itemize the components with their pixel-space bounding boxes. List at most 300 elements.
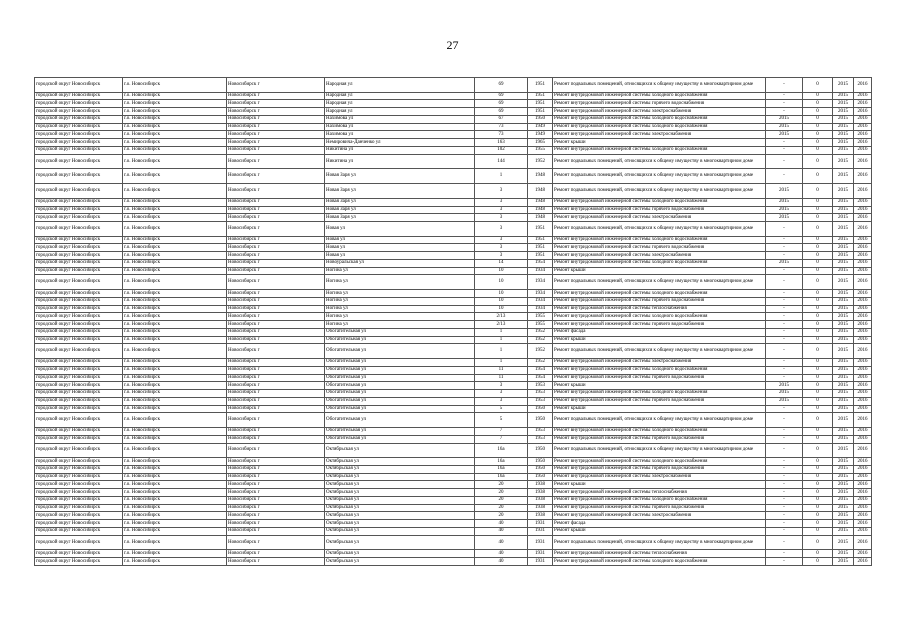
end-year-cell: 2016: [854, 558, 872, 566]
start-year-cell: 2015: [833, 435, 854, 443]
work-type-cell: Ремонт внутридомовой инженерной системы холодного водоснабжения: [553, 458, 766, 466]
start-year-cell: 2015: [833, 108, 854, 116]
end-year-cell: 2016: [854, 458, 872, 466]
end-year-cell: 2016: [854, 313, 872, 321]
build-year-cell: 1951: [528, 108, 553, 116]
flag-cell: -: [766, 496, 803, 504]
build-year-cell: 1950: [528, 115, 553, 123]
end-year-cell: 2016: [854, 520, 872, 528]
street-cell: Октябрьская ул: [325, 481, 475, 489]
work-type-cell: Ремонт подвальных помещений, относящихся к общему имуществу в многоквартирном доме: [553, 535, 766, 550]
table-row: [35, 139, 872, 147]
house-number-cell: 3: [475, 206, 528, 214]
start-year-cell: 2015: [833, 428, 854, 436]
district-cell: городской округ Новосибирск: [35, 344, 123, 359]
build-year-cell: 1954: [528, 374, 553, 382]
street-cell: Нахимова ул: [325, 115, 475, 123]
district-cell: городской округ Новосибирск: [35, 550, 123, 558]
work-type-cell: Ремонт крыши: [553, 267, 766, 275]
value-cell: 0: [803, 435, 833, 443]
city-cell: Новосибирск г: [227, 78, 325, 93]
build-year-cell: 1948: [528, 184, 553, 199]
end-year-cell: 2016: [854, 169, 872, 184]
house-number-cell: 1: [475, 328, 528, 336]
flag-cell: 2015: [766, 184, 803, 199]
work-type-cell: Ремонт внутридомовой инженерной системы горячего водоснабжения: [553, 100, 766, 108]
flag-cell: 2015: [766, 115, 803, 123]
end-year-cell: 2016: [854, 481, 872, 489]
street-cell: Ногина ул: [325, 290, 475, 298]
district-cell: городской округ Новосибирск: [35, 481, 123, 489]
city-cell: Новосибирск г: [227, 428, 325, 436]
table-row: [35, 184, 872, 199]
district-cell: городской округ Новосибирск: [35, 115, 123, 123]
end-year-cell: 2016: [854, 465, 872, 473]
end-year-cell: 2016: [854, 535, 872, 550]
city-cell: Новосибирск г: [227, 489, 325, 497]
city-cell: Новосибирск г: [227, 236, 325, 244]
flag-cell: -: [766, 428, 803, 436]
value-cell: 0: [803, 520, 833, 528]
build-year-cell: 1934: [528, 297, 553, 305]
house-number-cell: 16а: [475, 443, 528, 458]
value-cell: 0: [803, 214, 833, 222]
work-type-cell: Ремонт внутридомовой инженерной системы холодного водоснабжения: [553, 313, 766, 321]
build-year-cell: 1951: [528, 78, 553, 93]
build-year-cell: 1952: [528, 344, 553, 359]
locality-cell: г.о. Новосибирск: [123, 100, 227, 108]
city-cell: Новосибирск г: [227, 558, 325, 566]
city-cell: Новосибирск г: [227, 366, 325, 374]
house-number-cell: 3: [475, 198, 528, 206]
flag-cell: -: [766, 344, 803, 359]
locality-cell: г.о. Новосибирск: [123, 108, 227, 116]
table-row: [35, 123, 872, 131]
value-cell: 0: [803, 390, 833, 398]
city-cell: Новосибирск г: [227, 328, 325, 336]
start-year-cell: 2015: [833, 321, 854, 329]
locality-cell: г.о. Новосибирск: [123, 397, 227, 405]
street-cell: Обогатительная ул: [325, 428, 475, 436]
district-cell: городской округ Новосибирск: [35, 169, 123, 184]
table-row: [35, 100, 872, 108]
table-row: [35, 344, 872, 359]
end-year-cell: 2016: [854, 550, 872, 558]
value-cell: 0: [803, 244, 833, 252]
value-cell: 0: [803, 123, 833, 131]
end-year-cell: 2016: [854, 527, 872, 535]
flag-cell: -: [766, 504, 803, 512]
build-year-cell: 1934: [528, 275, 553, 290]
district-cell: городской округ Новосибирск: [35, 489, 123, 497]
table-row: [35, 359, 872, 367]
table-row: [35, 405, 872, 413]
work-type-cell: Ремонт внутридомовой инженерной системы холодного водоснабжения: [553, 366, 766, 374]
flag-cell: -: [766, 321, 803, 329]
build-year-cell: 1950: [528, 405, 553, 413]
table-row: [35, 435, 872, 443]
street-cell: Новая ул: [325, 222, 475, 237]
end-year-cell: 2016: [854, 222, 872, 237]
city-cell: Новосибирск г: [227, 92, 325, 100]
house-number-cell: 69: [475, 108, 528, 116]
city-cell: Новосибирск г: [227, 313, 325, 321]
build-year-cell: 1951: [528, 100, 553, 108]
street-cell: Народная ул: [325, 108, 475, 116]
table-row: [35, 252, 872, 260]
flag-cell: 2015: [766, 259, 803, 267]
flag-cell: -: [766, 558, 803, 566]
value-cell: 0: [803, 115, 833, 123]
build-year-cell: 1948: [528, 214, 553, 222]
city-cell: Новосибирск г: [227, 465, 325, 473]
street-cell: Обогатительная ул: [325, 413, 475, 428]
city-cell: Новосибирск г: [227, 550, 325, 558]
work-type-cell: Ремонт внутридомовой инженерной системы электроснабжения: [553, 252, 766, 260]
city-cell: Новосибирск г: [227, 520, 325, 528]
value-cell: 0: [803, 139, 833, 147]
locality-cell: г.о. Новосибирск: [123, 405, 227, 413]
city-cell: Новосибирск г: [227, 214, 325, 222]
flag-cell: -: [766, 328, 803, 336]
table-row: [35, 297, 872, 305]
street-cell: Октябрьская ул: [325, 473, 475, 481]
value-cell: 0: [803, 481, 833, 489]
end-year-cell: 2016: [854, 267, 872, 275]
city-cell: Новосибирск г: [227, 108, 325, 116]
city-cell: Новосибирск г: [227, 535, 325, 550]
house-number-cell: 40: [475, 535, 528, 550]
district-cell: городской округ Новосибирск: [35, 267, 123, 275]
start-year-cell: 2015: [833, 558, 854, 566]
build-year-cell: 1952: [528, 154, 553, 169]
house-number-cell: 1: [475, 169, 528, 184]
locality-cell: г.о. Новосибирск: [123, 382, 227, 390]
locality-cell: г.о. Новосибирск: [123, 92, 227, 100]
build-year-cell: 1955: [528, 313, 553, 321]
street-cell: Обогатительная ул: [325, 435, 475, 443]
build-year-cell: 1938: [528, 496, 553, 504]
end-year-cell: 2016: [854, 473, 872, 481]
work-type-cell: Ремонт подвальных помещений, относящихся к общему имуществу в многоквартирном доме: [553, 413, 766, 428]
district-cell: городской округ Новосибирск: [35, 108, 123, 116]
build-year-cell: 1965: [528, 139, 553, 147]
work-type-cell: Ремонт внутридомовой инженерной системы холодного водоснабжения: [553, 496, 766, 504]
city-cell: Новосибирск г: [227, 131, 325, 139]
district-cell: городской округ Новосибирск: [35, 535, 123, 550]
district-cell: городской округ Новосибирск: [35, 435, 123, 443]
value-cell: 0: [803, 236, 833, 244]
start-year-cell: 2015: [833, 504, 854, 512]
value-cell: 0: [803, 198, 833, 206]
value-cell: 0: [803, 382, 833, 390]
street-cell: Октябрьская ул: [325, 504, 475, 512]
table-row: [35, 267, 872, 275]
district-cell: городской округ Новосибирск: [35, 297, 123, 305]
city-cell: Новосибирск г: [227, 184, 325, 199]
value-cell: 0: [803, 78, 833, 93]
build-year-cell: 1934: [528, 290, 553, 298]
house-number-cell: 69: [475, 78, 528, 93]
flag-cell: 2015: [766, 123, 803, 131]
locality-cell: г.о. Новосибирск: [123, 222, 227, 237]
street-cell: Новая Заря ул: [325, 214, 475, 222]
end-year-cell: 2016: [854, 443, 872, 458]
locality-cell: г.о. Новосибирск: [123, 359, 227, 367]
locality-cell: г.о. Новосибирск: [123, 78, 227, 93]
start-year-cell: 2015: [833, 123, 854, 131]
build-year-cell: 1950: [528, 413, 553, 428]
district-cell: городской округ Новосибирск: [35, 214, 123, 222]
city-cell: Новосибирск г: [227, 435, 325, 443]
street-cell: Новая Заря ул: [325, 184, 475, 199]
end-year-cell: 2016: [854, 214, 872, 222]
district-cell: городской округ Новосибирск: [35, 184, 123, 199]
house-number-cell: 1: [475, 344, 528, 359]
work-type-cell: Ремонт внутридомовой инженерной системы электроснабжения: [553, 359, 766, 367]
street-cell: Октябрьская ул: [325, 558, 475, 566]
street-cell: Новая Заря ул: [325, 206, 475, 214]
build-year-cell: 1953: [528, 428, 553, 436]
street-cell: Октябрьская ул: [325, 443, 475, 458]
value-cell: 0: [803, 206, 833, 214]
city-cell: Новосибирск г: [227, 169, 325, 184]
start-year-cell: 2015: [833, 206, 854, 214]
city-cell: Новосибирск г: [227, 252, 325, 260]
end-year-cell: 2016: [854, 139, 872, 147]
city-cell: Новосибирск г: [227, 275, 325, 290]
table-row: [35, 489, 872, 497]
flag-cell: -: [766, 443, 803, 458]
district-cell: городской округ Новосибирск: [35, 397, 123, 405]
end-year-cell: 2016: [854, 489, 872, 497]
street-cell: Новая ул: [325, 236, 475, 244]
work-type-cell: Ремонт внутридомовой инженерной системы холодного водоснабжения: [553, 236, 766, 244]
table-row: [35, 259, 872, 267]
table-row: [35, 169, 872, 184]
work-type-cell: Ремонт внутридомовой инженерной системы горячего водоснабжения: [553, 297, 766, 305]
value-cell: 0: [803, 512, 833, 520]
street-cell: Обогатительная ул: [325, 397, 475, 405]
value-cell: 0: [803, 259, 833, 267]
build-year-cell: 1954: [528, 366, 553, 374]
end-year-cell: 2016: [854, 435, 872, 443]
work-type-cell: Ремонт внутридомовой инженерной системы холодного водоснабжения: [553, 558, 766, 566]
district-cell: городской округ Новосибирск: [35, 78, 123, 93]
street-cell: Народная ул: [325, 92, 475, 100]
work-type-cell: Ремонт крыши: [553, 382, 766, 390]
street-cell: Новоуральская ул: [325, 259, 475, 267]
district-cell: городской округ Новосибирск: [35, 496, 123, 504]
city-cell: Новосибирск г: [227, 222, 325, 237]
district-cell: городской округ Новосибирск: [35, 390, 123, 398]
locality-cell: г.о. Новосибирск: [123, 465, 227, 473]
start-year-cell: 2015: [833, 520, 854, 528]
end-year-cell: 2016: [854, 321, 872, 329]
start-year-cell: 2015: [833, 313, 854, 321]
street-cell: Октябрьская ул: [325, 520, 475, 528]
start-year-cell: 2015: [833, 481, 854, 489]
start-year-cell: 2015: [833, 328, 854, 336]
locality-cell: г.о. Новосибирск: [123, 123, 227, 131]
street-cell: Новая ул: [325, 244, 475, 252]
value-cell: 0: [803, 290, 833, 298]
locality-cell: г.о. Новосибирск: [123, 206, 227, 214]
city-cell: Новосибирск г: [227, 481, 325, 489]
start-year-cell: 2015: [833, 374, 854, 382]
value-cell: 0: [803, 405, 833, 413]
district-cell: городской округ Новосибирск: [35, 123, 123, 131]
build-year-cell: 1955: [528, 321, 553, 329]
value-cell: 0: [803, 458, 833, 466]
locality-cell: г.о. Новосибирск: [123, 550, 227, 558]
locality-cell: г.о. Новосибирск: [123, 328, 227, 336]
city-cell: Новосибирск г: [227, 321, 325, 329]
locality-cell: г.о. Новосибирск: [123, 481, 227, 489]
house-number-cell: 10: [475, 275, 528, 290]
work-type-cell: Ремонт подвальных помещений, относящихся к общему имуществу в многоквартирном доме: [553, 169, 766, 184]
city-cell: Новосибирск г: [227, 458, 325, 466]
flag-cell: -: [766, 275, 803, 290]
city-cell: Новосибирск г: [227, 305, 325, 313]
value-cell: 0: [803, 366, 833, 374]
start-year-cell: 2015: [833, 92, 854, 100]
build-year-cell: 1951: [528, 222, 553, 237]
district-cell: городской округ Новосибирск: [35, 359, 123, 367]
table-row: [35, 321, 872, 329]
build-year-cell: 1951: [528, 252, 553, 260]
street-cell: Ногина ул: [325, 267, 475, 275]
start-year-cell: 2015: [833, 489, 854, 497]
locality-cell: г.о. Новосибирск: [123, 504, 227, 512]
city-cell: Новосибирск г: [227, 259, 325, 267]
build-year-cell: 1950: [528, 443, 553, 458]
end-year-cell: 2016: [854, 115, 872, 123]
house-number-cell: 3: [475, 397, 528, 405]
start-year-cell: 2015: [833, 139, 854, 147]
locality-cell: г.о. Новосибирск: [123, 297, 227, 305]
start-year-cell: 2015: [833, 535, 854, 550]
end-year-cell: 2016: [854, 382, 872, 390]
work-type-cell: Ремонт внутридомовой инженерной системы холодного водоснабжения: [553, 428, 766, 436]
house-number-cell: 40: [475, 527, 528, 535]
end-year-cell: 2016: [854, 92, 872, 100]
value-cell: 0: [803, 558, 833, 566]
start-year-cell: 2015: [833, 366, 854, 374]
build-year-cell: 1953: [528, 435, 553, 443]
work-type-cell: Ремонт подвальных помещений, относящихся к общему имуществу в многоквартирном доме: [553, 275, 766, 290]
city-cell: Новосибирск г: [227, 115, 325, 123]
house-number-cell: 40: [475, 550, 528, 558]
table-row: [35, 328, 872, 336]
city-cell: Новосибирск г: [227, 100, 325, 108]
work-type-cell: Ремонт внутридомовой инженерной системы холодного водоснабжения: [553, 259, 766, 267]
end-year-cell: 2016: [854, 244, 872, 252]
work-type-cell: Ремонт фасада: [553, 328, 766, 336]
build-year-cell: 1951: [528, 244, 553, 252]
locality-cell: г.о. Новосибирск: [123, 473, 227, 481]
flag-cell: -: [766, 550, 803, 558]
table-row: [35, 428, 872, 436]
page-number: 27: [446, 38, 459, 52]
table-row: [35, 313, 872, 321]
table-row: [35, 78, 872, 93]
work-type-cell: Ремонт крыши: [553, 527, 766, 535]
build-year-cell: 1934: [528, 267, 553, 275]
city-cell: Новосибирск г: [227, 198, 325, 206]
district-cell: городской округ Новосибирск: [35, 336, 123, 344]
street-cell: Никитина ул: [325, 154, 475, 169]
end-year-cell: 2016: [854, 366, 872, 374]
flag-cell: -: [766, 458, 803, 466]
end-year-cell: 2016: [854, 100, 872, 108]
district-cell: городской округ Новосибирск: [35, 244, 123, 252]
table-row: [35, 198, 872, 206]
table-row: [35, 520, 872, 528]
flag-cell: -: [766, 413, 803, 428]
district-cell: городской округ Новосибирск: [35, 275, 123, 290]
locality-cell: г.о. Новосибирск: [123, 275, 227, 290]
table-row: [35, 374, 872, 382]
flag-cell: -: [766, 512, 803, 520]
locality-cell: г.о. Новосибирск: [123, 496, 227, 504]
repair-schedule-table: [34, 77, 872, 566]
city-cell: Новосибирск г: [227, 527, 325, 535]
table-row: [35, 92, 872, 100]
locality-cell: г.о. Новосибирск: [123, 344, 227, 359]
start-year-cell: 2015: [833, 290, 854, 298]
city-cell: Новосибирск г: [227, 154, 325, 169]
build-year-cell: 1931: [528, 527, 553, 535]
value-cell: 0: [803, 527, 833, 535]
house-number-cell: 102: [475, 146, 528, 154]
flag-cell: -: [766, 465, 803, 473]
build-year-cell: 1950: [528, 465, 553, 473]
end-year-cell: 2016: [854, 336, 872, 344]
district-cell: городской округ Новосибирск: [35, 154, 123, 169]
start-year-cell: 2015: [833, 222, 854, 237]
house-number-cell: 16а: [475, 458, 528, 466]
house-number-cell: 11: [475, 374, 528, 382]
end-year-cell: 2016: [854, 131, 872, 139]
house-number-cell: 20: [475, 512, 528, 520]
flag-cell: -: [766, 154, 803, 169]
district-cell: городской округ Новосибирск: [35, 236, 123, 244]
locality-cell: г.о. Новосибирск: [123, 267, 227, 275]
flag-cell: -: [766, 489, 803, 497]
end-year-cell: 2016: [854, 397, 872, 405]
city-cell: Новосибирск г: [227, 405, 325, 413]
locality-cell: г.о. Новосибирск: [123, 435, 227, 443]
table-row: [35, 222, 872, 237]
work-type-cell: Ремонт внутридомовой инженерной системы горячего водоснабжения: [553, 397, 766, 405]
city-cell: Новосибирск г: [227, 496, 325, 504]
build-year-cell: 1931: [528, 520, 553, 528]
table-row: [35, 115, 872, 123]
start-year-cell: 2015: [833, 252, 854, 260]
build-year-cell: 1949: [528, 131, 553, 139]
build-year-cell: 1948: [528, 206, 553, 214]
table-row: [35, 443, 872, 458]
table-row: [35, 206, 872, 214]
city-cell: Новосибирск г: [227, 512, 325, 520]
locality-cell: г.о. Новосибирск: [123, 313, 227, 321]
street-cell: Обогатительная ул: [325, 336, 475, 344]
flag-cell: -: [766, 336, 803, 344]
build-year-cell: 1948: [528, 198, 553, 206]
house-number-cell: 69: [475, 100, 528, 108]
district-cell: городской округ Новосибирск: [35, 259, 123, 267]
